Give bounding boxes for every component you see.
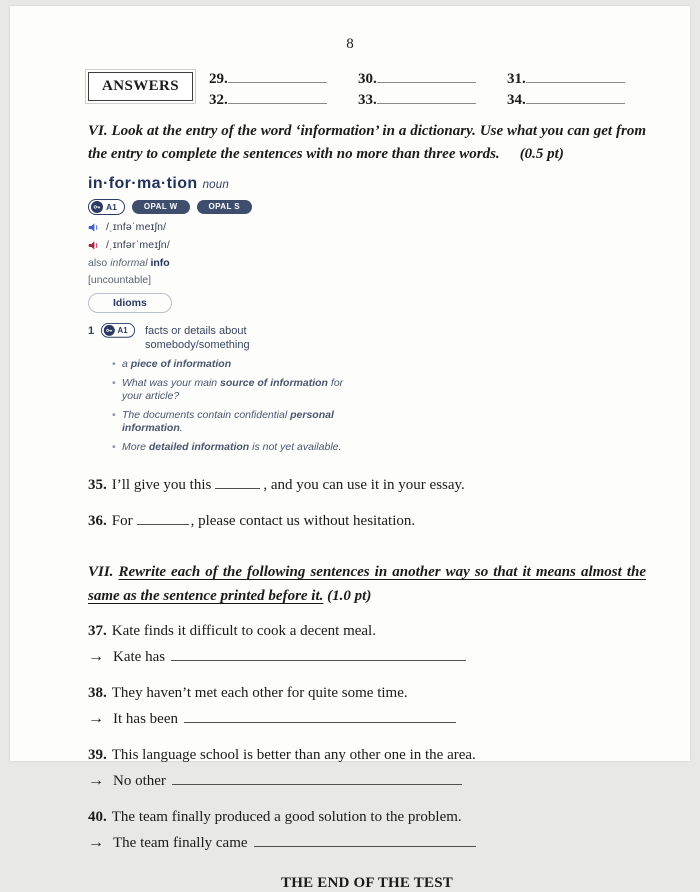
answers-box-label: ANSWERS [88,72,193,101]
answers-grid [209,70,656,109]
example-pre: What was your main [122,376,221,389]
definition-text: facts or details about somebody/something [145,325,250,351]
pronunciation-us [88,239,646,251]
answer-line [228,91,327,104]
rewrite-answer-line [88,706,646,732]
speaker-us-icon [88,240,100,251]
ipa-uk: /ˌɪnfəˈmeɪʃn/ [106,221,167,233]
example-bold: detailed information [148,440,250,453]
rewrite-sentence [88,680,646,706]
question-text: , please contact us without hesitation. [190,513,416,529]
answer-number: 31. [507,71,526,87]
part-of-speech: noun [202,179,229,191]
sentence-text: They haven’t met each other for quite some time. [111,685,408,701]
rewrite-40 [88,804,646,856]
question-number: 40. [88,809,107,825]
answer-number: 30. [358,71,377,87]
example-bold: piece of information [130,358,232,370]
answer-blank-32 [209,91,358,109]
short-form: info [147,257,170,269]
example-bold: personal information [122,408,334,434]
example-bold: source of information [220,376,328,389]
answer-stem: No other [113,773,166,789]
example-pre: More [122,440,149,453]
rewrite-answer-line [88,830,646,856]
level-badge-label: A1 [117,325,128,335]
answer-line [377,91,476,104]
answer-line [526,91,625,104]
section-vi-points: (0.5 pt) [519,146,564,162]
section-vii-text: Rewrite each of the following sentences in another way so that it means almost the same as the sentence printed before it. [88,564,647,604]
end-of-test-label: THE END OF THE TEST [281,875,453,891]
example-item [112,409,358,436]
answer-line [228,70,327,83]
question-35 [88,472,646,498]
also-word: also [88,257,111,269]
rewrite-sentence [88,742,646,768]
rewrite-sentence [88,618,646,644]
question-text: For [111,513,133,529]
sense-1 [88,324,646,352]
rewrite-answer-line [88,644,646,670]
answer-blank-30 [358,70,507,88]
answer-number: 29. [209,71,228,87]
section-vii-heading [88,560,646,608]
answer-number: 34. [507,92,526,108]
answer-number: 33. [358,92,377,108]
page-number: 8 [346,36,354,52]
sentence-text: This language school is better than any other one in the area. [111,747,476,763]
speaker-uk-icon [88,222,100,233]
sense-number: 1 [88,325,95,337]
example-item [112,358,358,372]
example-pre: The documents contain confidential [122,408,291,421]
question-number: 36. [88,513,107,529]
example-post: is not yet available. [249,440,342,453]
question-number: 38. [88,685,107,701]
dictionary-badges [88,199,646,215]
sentence-text: Kate finds it difficult to cook a decent meal. [111,623,376,639]
arrow-icon: → [88,834,104,851]
also-informal-line [88,257,646,269]
question-text: I’ll give you this [111,477,212,493]
answer-number: 32. [209,92,228,108]
opal-s-badge: OPAL S [197,200,252,214]
fill-blank [137,512,189,525]
answer-blank-33 [358,91,507,109]
level-badge [88,199,125,215]
pronunciation-uk [88,221,646,233]
dictionary-headword-row [88,175,646,193]
question-text: , and you can use it in your essay. [263,477,465,493]
answer-line [526,70,625,83]
section-vi-text: VI. Look at the entry of the word ‘information’ in a dictionary. Use what you can get from the entry to complete the sentences with no more than three words. [88,123,646,162]
example-post: for your article? [122,376,344,402]
grammar-label: [uncountable] [88,274,152,286]
rewrite-37 [88,618,646,670]
rewrite-39 [88,742,646,794]
answer-stem: It has been [113,711,178,727]
section-vi-heading [88,120,646,166]
answer-line [171,648,466,661]
answer-line [184,710,456,723]
answer-line [172,772,462,785]
dictionary-headword: in·for·ma·tion [88,175,198,192]
answer-line [377,70,476,83]
answer-blank-31 [507,70,656,88]
example-list [112,358,646,454]
question-36 [88,508,646,534]
key-icon [104,325,115,336]
question-number: 35. [88,477,107,493]
section-vii-points: (1.0 pt) [327,588,372,604]
fill-blank [215,476,260,489]
sense-level-badge [101,323,135,338]
opal-w-badge: OPAL W [132,200,190,214]
answer-stem: The team finally came [113,835,248,851]
question-number: 39. [88,747,107,763]
idioms-button: Idioms [88,293,172,313]
level-badge-label: A1 [106,202,117,212]
ipa-us: /ˌɪnfərˈmeɪʃn/ [106,239,170,251]
rewrite-answer-line [88,768,646,794]
answer-blank-29 [209,70,358,88]
example-item [112,441,358,455]
question-number: 37. [88,623,107,639]
example-pre: a [122,358,131,370]
example-post: . [179,422,183,434]
arrow-icon: → [88,772,104,789]
arrow-icon: → [88,710,104,727]
answer-blank-34 [507,91,656,109]
sentence-text: The team finally produced a good solution to the problem. [111,809,462,825]
rewrite-38 [88,680,646,732]
answers-section [88,70,646,109]
register-label: informal [110,257,148,269]
test-paper-page [10,6,690,891]
key-icon [91,201,103,213]
arrow-icon: → [88,648,104,665]
section-vii-label: VII. [88,564,114,580]
answer-stem: Kate has [113,649,166,665]
rewrite-sentence [88,804,646,830]
answer-line [254,834,476,847]
dictionary-entry [88,175,646,454]
example-item [112,377,358,404]
